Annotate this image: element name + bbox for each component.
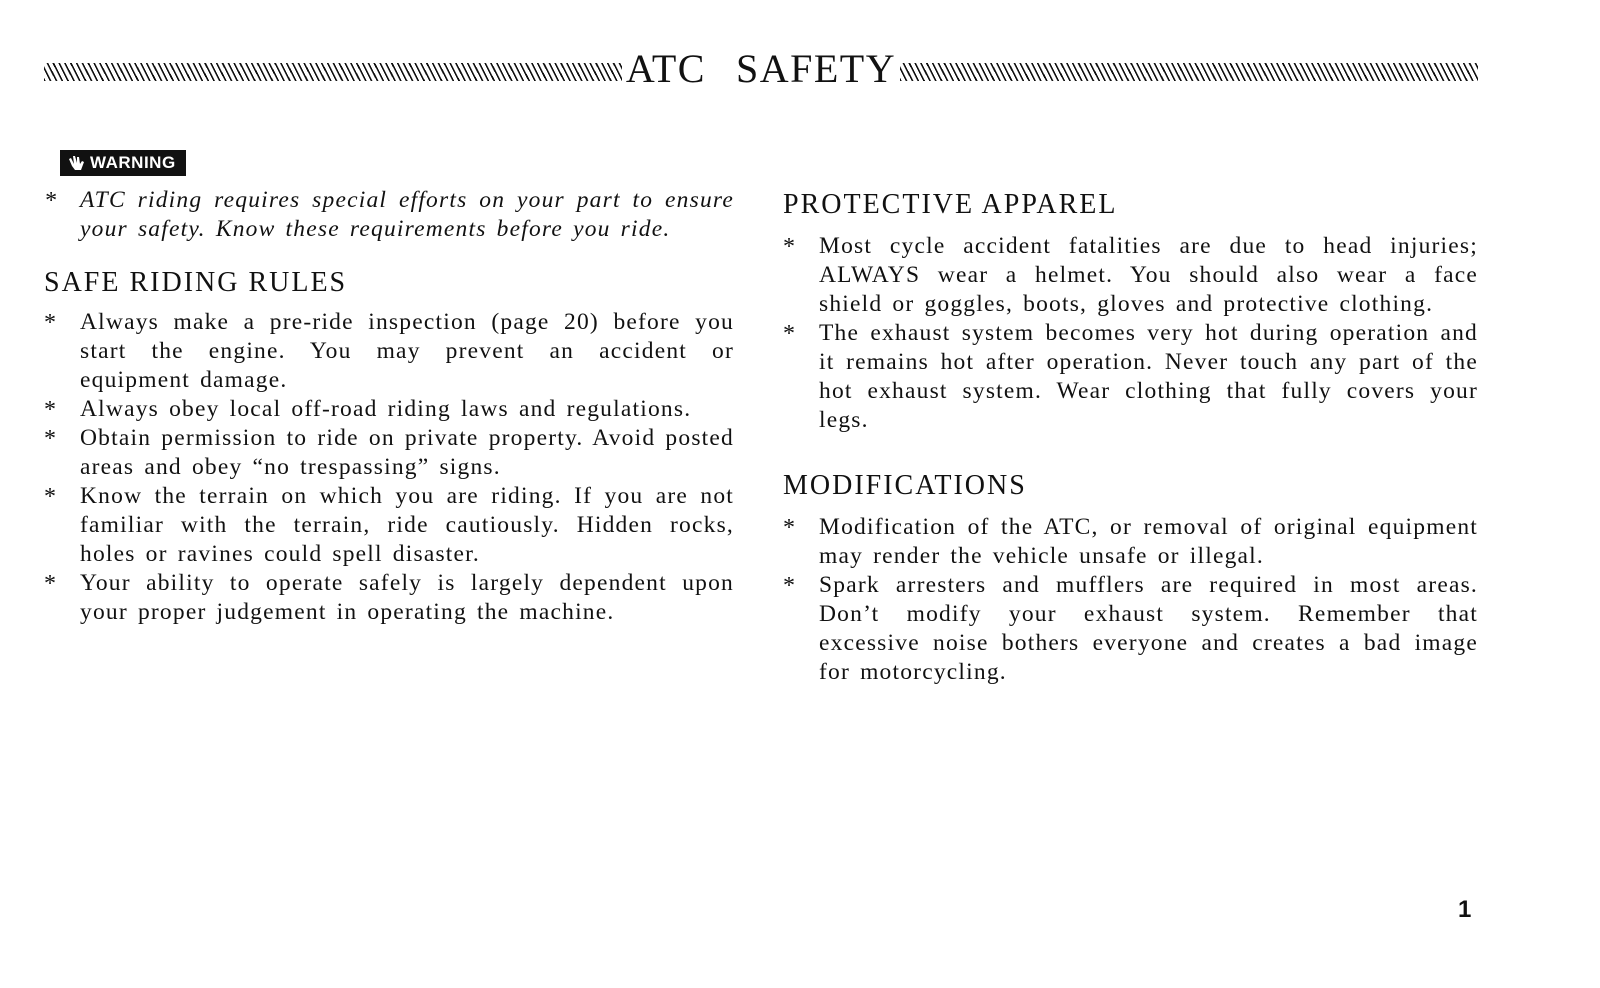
- header-hatch-left: [44, 63, 622, 81]
- page-title-part1: ATC: [625, 46, 706, 91]
- warning-badge-label: WARNING: [90, 153, 176, 172]
- warning-list: [44, 186, 734, 244]
- section-title-protective-apparel: PROTECTIVE APPAREL: [783, 189, 1118, 220]
- list-item: * Always obey local off-road riding laws and regulations.: [44, 395, 734, 424]
- protective-apparel-list: [783, 232, 1478, 435]
- page-title: [622, 44, 900, 94]
- right-column: [783, 188, 1478, 687]
- safe-riding-rules-list: [44, 308, 734, 627]
- section-title-safe-riding-rules: SAFE RIDING RULES: [44, 267, 348, 298]
- list-item: * Modification of the ATC, or removal of original equipment may render the vehicle unsafe or illegal.: [783, 513, 1478, 571]
- list-item: * Know the terrain on which you are riding. If you are not familiar with the terrain, ride cautiously. Hidden rocks, holes or ravines could spell disaster.: [44, 482, 734, 569]
- page-title-part2: SAFETY: [735, 46, 897, 91]
- list-item: * Spark arresters and mufflers are required in most areas. Don’t modify your exhaust system. Remember that excessive noise bothers everyone and creates a bad image for motorcycling.: [783, 571, 1478, 687]
- page-header: [44, 44, 1478, 94]
- section-title-modifications: MODIFICATIONS: [783, 470, 1027, 501]
- list-item: * Most cycle accident fatalities are due to head injuries; ALWAYS wear a helmet. You should also wear a face shield or goggles, boots, gloves and protective clothing.: [783, 232, 1478, 319]
- header-hatch-right: [900, 63, 1478, 81]
- page-number: 1: [1458, 896, 1472, 923]
- hand-warning-icon: [66, 153, 86, 173]
- left-column: [44, 150, 734, 627]
- modifications-list: [783, 513, 1478, 687]
- warning-text: * ATC riding requires special efforts on your part to ensure your safety. Know these requirements before you ride.: [44, 186, 734, 244]
- list-item: * Your ability to operate safely is largely dependent upon your proper judgement in operating the machine.: [44, 569, 734, 627]
- list-item: * The exhaust system becomes very hot during operation and it remains hot after operation. Never touch any part of the hot exhaust system. Wear clothing that fully covers your legs.: [783, 319, 1478, 435]
- warning-badge: [60, 150, 186, 176]
- list-item: * Obtain permission to ride on private property. Avoid posted areas and obey “no trespassing” signs.: [44, 424, 734, 482]
- list-item: * Always make a pre-ride inspection (page 20) before you start the engine. You may prevent an accident or equipment damage.: [44, 308, 734, 395]
